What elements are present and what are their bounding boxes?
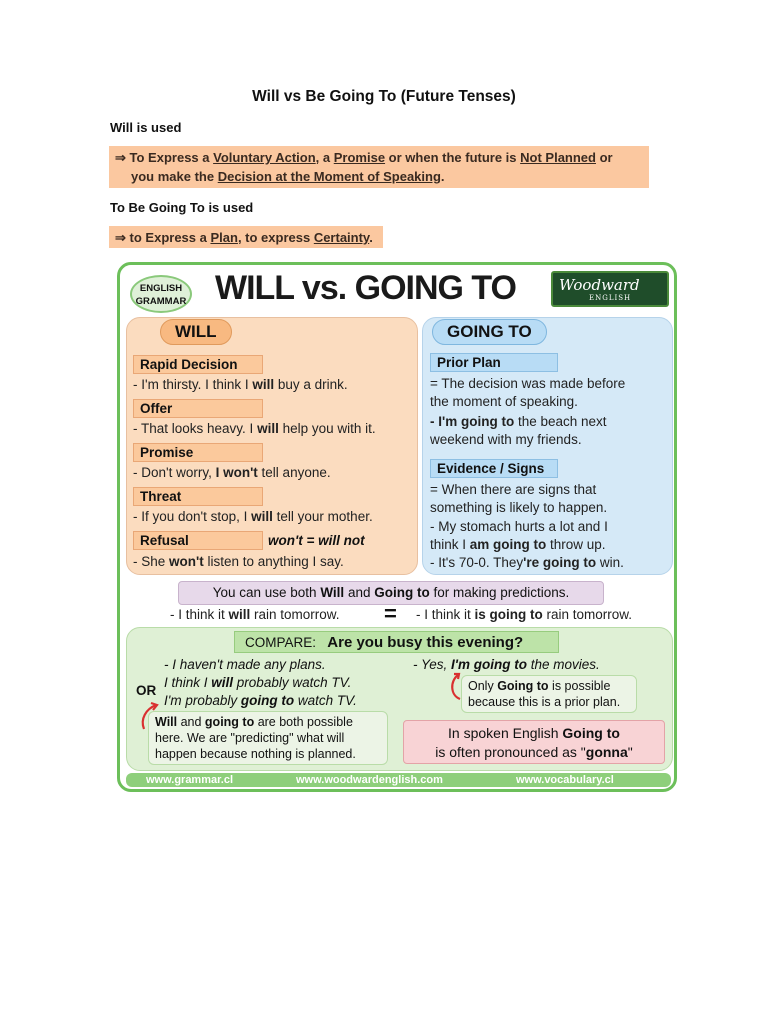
english-grammar-badge <box>130 275 192 313</box>
prior-plan-example-1 <box>430 414 607 429</box>
brand-name: Woodward <box>559 276 640 294</box>
badge-line: GRAMMAR <box>135 296 187 307</box>
note-text: , to express <box>237 230 314 245</box>
will-usage-line-2 <box>115 167 643 186</box>
compare-label: COMPARE: <box>245 635 317 650</box>
ex-bold: won't <box>169 554 204 569</box>
tag-promise: Promise <box>133 443 263 462</box>
ex-bold: going to <box>204 715 255 729</box>
note-text: or when the future is <box>385 150 521 165</box>
ex-text: throw up. <box>546 537 606 552</box>
prior-plan-example-2: weekend with my friends. <box>430 432 582 447</box>
will-heading: WILL <box>160 319 232 345</box>
note-text: To Express a <box>129 150 214 165</box>
ex-text: help you with it. <box>278 421 376 436</box>
ex-text: " <box>627 744 633 760</box>
pred-text: and <box>344 585 375 600</box>
prediction-will-example <box>170 607 340 622</box>
arrow-icon: ⇒ <box>115 230 126 245</box>
ex-text: Only <box>468 679 498 693</box>
compare-left-line-1: - I haven't made any plans. <box>164 657 326 672</box>
ex-text: - Don't worry, <box>133 465 216 480</box>
will-usage-note <box>109 146 649 188</box>
note-text: you make the <box>131 169 218 184</box>
tag-rapid-decision: Rapid Decision <box>133 355 263 374</box>
document-title: Will vs Be Going To (Future Tenses) <box>252 88 516 105</box>
tag-refusal: Refusal <box>133 531 263 550</box>
note-line <box>155 714 381 730</box>
example-rapid-decision <box>133 377 348 392</box>
ex-bold: Going to <box>497 679 549 693</box>
ex-text: the beach next <box>514 414 607 429</box>
tag-prior-plan: Prior Plan <box>430 353 558 372</box>
ex-text: tell anyone. <box>257 465 331 480</box>
note-text: . <box>440 169 445 184</box>
note-keyword: Plan <box>210 230 238 245</box>
ex-bold: going to <box>240 693 295 708</box>
evidence-example-3 <box>430 555 624 570</box>
footer-link-woodward[interactable]: www.woodwardenglish.com <box>296 774 443 786</box>
tag-evidence-signs: Evidence / Signs <box>430 459 558 478</box>
ex-text: - If you don't stop, I <box>133 509 252 524</box>
evidence-example-2 <box>430 537 606 552</box>
note-keyword: Certainty <box>313 230 370 245</box>
only-going-to-note <box>461 675 637 713</box>
prior-plan-def-2: the moment of speaking. <box>430 394 578 409</box>
ex-bold: I won't <box>215 465 258 480</box>
infographic-title: WILL vs. GOING TO <box>215 269 517 307</box>
ex-text: the movies. <box>526 657 600 672</box>
ex-bold: will <box>257 421 279 436</box>
ex-bold: I'm going to <box>451 657 527 672</box>
ex-text: is often pronounced as " <box>435 744 586 760</box>
note-line <box>468 678 630 694</box>
tag-offer: Offer <box>133 399 263 418</box>
note-keyword: Decision at the Moment of Speaking <box>217 169 441 184</box>
ex-text: rain tomorrow. <box>542 607 633 622</box>
pred-text: for making predictions. <box>429 585 570 600</box>
ex-bold: am going to <box>469 537 547 552</box>
brand-sub: ENGLISH <box>589 294 632 302</box>
ex-text: buy a drink. <box>274 377 348 392</box>
or-label: OR <box>136 683 157 698</box>
compare-left-line-3 <box>164 693 357 708</box>
going-to-is-used-label: To Be Going To is used <box>110 200 254 215</box>
prediction-going-to-example <box>416 607 632 622</box>
refusal-note: won't = will not <box>268 533 365 548</box>
ex-bold: will <box>228 607 251 622</box>
ex-text: is possible <box>548 679 611 693</box>
ex-bold: will <box>251 509 273 524</box>
footer-link-grammar[interactable]: www.grammar.cl <box>146 774 234 786</box>
ex-text: - I'm thirsty. I think I <box>133 377 253 392</box>
note-keyword: Promise <box>333 150 386 165</box>
ex-text: listen to anything I say. <box>203 554 344 569</box>
note-keyword: Not Planned <box>520 150 596 165</box>
going-usage-note <box>109 226 383 248</box>
example-offer <box>133 421 376 436</box>
ex-bold: Going to <box>562 725 620 741</box>
evidence-def-2: something is likely to happen. <box>430 500 608 515</box>
ex-text: probably watch TV. <box>233 675 352 690</box>
ex-text: rain tomorrow. <box>250 607 340 622</box>
ex-bold: will <box>252 377 275 392</box>
ex-text: I think I <box>164 675 212 690</box>
ex-text: - Yes, <box>413 657 452 672</box>
ex-bold: is going to <box>474 607 543 622</box>
ex-text: watch TV. <box>294 693 357 708</box>
ex-text: In spoken English <box>448 725 563 741</box>
ex-bold: will <box>211 675 234 690</box>
tag-threat: Threat <box>133 487 263 506</box>
gonna-note <box>403 720 665 764</box>
will-is-used-label: Will is used <box>110 120 182 135</box>
footer-link-vocabulary[interactable]: www.vocabulary.cl <box>516 774 614 786</box>
ex-text: I'm probably <box>164 693 241 708</box>
ex-text: - I think it <box>416 607 475 622</box>
badge-line: ENGLISH <box>139 283 183 294</box>
ex-bold: - I'm going to <box>430 414 515 429</box>
pred-bold: Going to <box>374 585 430 600</box>
prior-plan-def-1: = The decision was made before <box>430 376 626 391</box>
equals-sign: = <box>384 601 397 626</box>
ex-bold: 're going to <box>523 555 597 570</box>
example-refusal <box>133 554 344 569</box>
compare-right-line-1 <box>413 657 600 672</box>
evidence-def-1: = When there are signs that <box>430 482 597 497</box>
will-usage-line-1 <box>115 148 643 167</box>
note-text: . <box>369 230 373 245</box>
woodward-logo <box>551 271 669 307</box>
ex-text: - She <box>133 554 170 569</box>
note-line: because this is a prior plan. <box>468 695 621 709</box>
ex-bold: Will <box>155 715 178 729</box>
note-line: here. We are "predicting" what will <box>155 731 345 745</box>
evidence-example-1: - My stomach hurts a lot and I <box>430 519 608 534</box>
both-possible-note <box>148 711 388 765</box>
will-vs-going-to-infographic <box>117 262 677 792</box>
arrow-icon: ⇒ <box>115 150 126 165</box>
compare-left-line-2 <box>164 675 351 690</box>
note-text: to Express a <box>129 230 211 245</box>
example-threat <box>133 509 373 524</box>
footer-links-bar <box>126 773 671 787</box>
compare-header <box>234 631 559 653</box>
ex-text: think I <box>430 537 470 552</box>
compare-question: Are you busy this evening? <box>327 634 524 651</box>
note-line: happen because nothing is planned. <box>155 747 356 761</box>
ex-text: and <box>177 715 205 729</box>
note-keyword: Voluntary Action <box>213 150 316 165</box>
ex-text: are both possible <box>254 715 353 729</box>
ex-text: tell your mother. <box>272 509 373 524</box>
ex-text: - That looks heavy. I <box>133 421 258 436</box>
note-text: , a <box>315 150 334 165</box>
going-to-heading: GOING TO <box>432 319 547 345</box>
example-promise <box>133 465 331 480</box>
pred-text: You can use both <box>212 585 321 600</box>
gonna-line-2 <box>404 743 664 762</box>
ex-text: win. <box>596 555 624 570</box>
ex-bold: gonna <box>585 744 628 760</box>
ex-text: - It's 70-0. They <box>430 555 524 570</box>
pred-bold: Will <box>320 585 345 600</box>
gonna-line-1 <box>404 724 664 743</box>
note-text: or <box>595 150 613 165</box>
ex-text: - I think it <box>170 607 229 622</box>
